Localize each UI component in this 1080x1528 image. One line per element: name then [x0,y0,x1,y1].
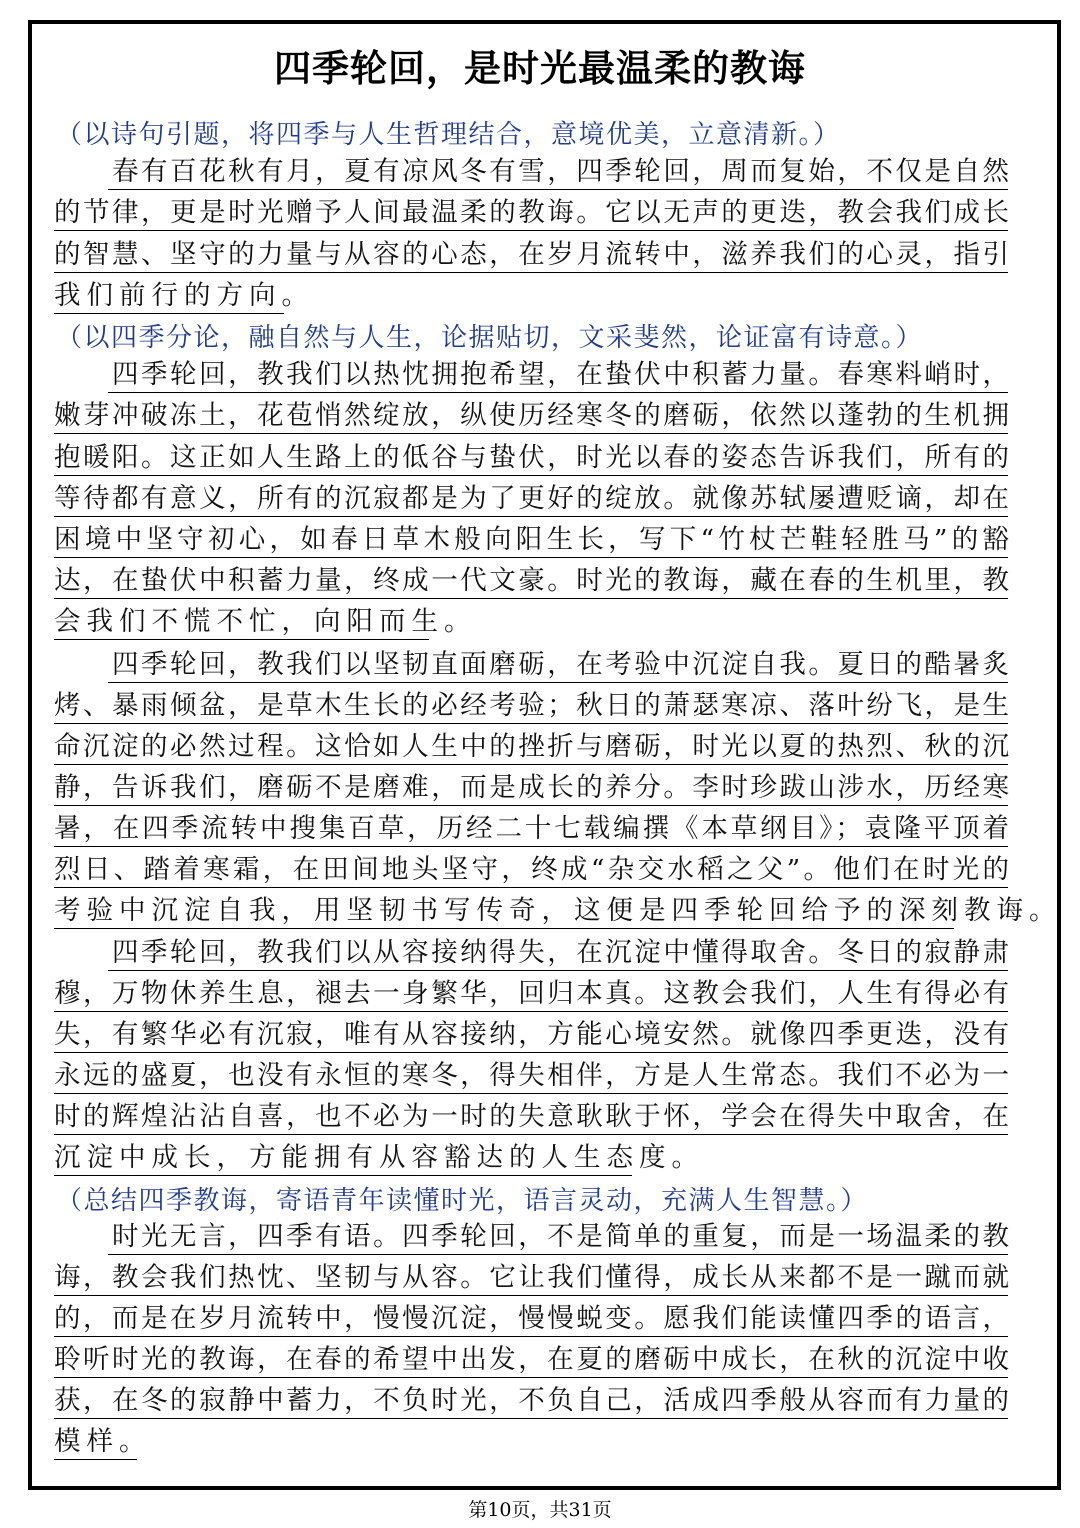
paragraph-line: 的节律，更是时光赠予人间最温柔的教诲。它以无声的更迭，教会我们成长 [54,197,1009,228]
underline [54,887,1008,888]
underline [54,1418,1008,1419]
paragraph-line: 抱暖阳。这正如人生路上的低谷与蛰伏，时光以春的姿态告诉我们，所有的 [54,442,1009,473]
paragraph-line: 烤、暴雨倾盆，是草木生长的必经考验；秋日的萧瑟寒凉、落叶纷飞，是生 [54,690,1009,721]
underline [54,1336,1008,1337]
underline [54,805,1008,806]
underline [54,723,1008,724]
paragraph-line: 四季轮回，教我们以从容接纳得失，在沉淀中懂得取舍。冬日的寂静肃 [54,937,1009,968]
paragraph-line: 等待都有意义，所有的沉寂都是为了更好的绽放。就像苏轼屡遭贬谪，却在 [54,483,1009,514]
paragraph-line: 穆，万物休养生息，褪去一身繁华，回归本真。这教会我们，人生有得必有 [54,978,1009,1009]
underline [54,1377,1008,1378]
paragraph-line: 的智慧、坚守的力量与从容的心态，在岁月流转中，滋养我们的心灵，指引 [54,239,1009,270]
paragraph-line: 嫩芽冲破冻土，花苞悄然绽放，纵使历经寒冬的磨砺，依然以蓬勃的生机拥 [54,400,1009,431]
editor-note: （总结四季教诲，寄语青年读懂时光，语言灵动，充满人生智慧。） [56,1186,869,1216]
underline [54,1175,632,1176]
underline [54,764,1008,765]
paragraph-line: 会我们不慌不忙，向阳而生。 [54,606,477,637]
underline [54,475,1008,476]
paragraph-line: 四季轮回，教我们以坚韧直面磨砺，在考验中沉淀自我。夏日的酷暑炙 [54,649,1009,680]
paragraph-line: 暑，在四季流转中搜集百草，历经二十七载编撰《本草纲目》；袁隆平顶着 [54,813,1009,844]
paragraph-line: 诲，教会我们热忱、坚韧与从容。它让我们懂得，成长从来都不是一蹴而就 [54,1262,1009,1293]
paragraph-line: 永远的盛夏，也没有永恒的寒冬，得失相伴，方是人生常态。我们不必为一 [54,1060,1009,1091]
underline [54,1093,1008,1094]
paragraph-line: 达，在蛰伏中积蓄力量，终成一代文豪。时光的教诲，藏在春的生机里，教 [54,565,1009,596]
paragraph-line: 获，在冬的寂静中蓄力，不负时光，不负自己，活成四季般从容而有力量的 [54,1385,1009,1416]
paragraph-line: 困境中坚守初心，如春日草木般向阳生长，写下“竹杖芒鞋轻胜马”的豁 [54,524,1009,555]
underline [54,846,1008,847]
underline [54,433,1008,434]
underline [54,1011,1008,1012]
paragraph-line: 四季轮回，教我们以热忱拥抱希望，在蛰伏中积蓄力量。春寒料峭时， [54,359,1009,390]
underline [54,313,284,314]
underline [54,230,1008,231]
underline [54,1459,137,1460]
paragraph-line: 考验中沉淀自我，用坚韧书写传奇，这便是四季轮回给予的深刻教诲。 [54,895,1062,926]
underline [108,392,1008,393]
paragraph-line: 我们前行的方向。 [54,280,314,311]
page-number: 第10页，共31页 [468,1499,612,1521]
paragraph-line: 模样。 [54,1426,152,1457]
underline [108,970,1008,971]
paragraph-line: 聆听时光的教诲，在春的希望中出发，在夏的磨砺中成长，在秋的沉淀中收 [54,1344,1009,1375]
underline [54,928,954,929]
underline [108,1254,1008,1255]
underline [54,639,429,640]
paragraph-line: 时光无言，四季有语。四季轮回，不是简单的重复，而是一场温柔的教 [54,1221,1009,1252]
underline [54,516,1008,517]
paragraph-line: 沉淀中成长，方能拥有从容豁达的人生态度。 [54,1142,704,1173]
underline [54,557,1008,558]
paragraph-line: 春有百花秋有月，夏有凉风冬有雪，四季轮回，周而复始，不仅是自然 [54,156,1009,187]
underline [54,1052,1008,1053]
underline [54,272,1008,273]
underline [54,1134,1008,1135]
paragraph-line: 静，告诉我们，磨砺不是磨难，而是成长的养分。李时珍跋山涉水，历经寒 [54,772,1009,803]
paragraph-line: 命沉淀的必然过程。这恰如人生中的挫折与磨砺，时光以夏的热烈、秋的沉 [54,731,1009,762]
editor-note: （以四季分论，融自然与人生，论据贴切，文采斐然，论证富有诗意。） [56,323,924,353]
paragraph-line: 的，而是在岁月流转中，慢慢沉淀，慢慢蜕变。愿我们能读懂四季的语言， [54,1303,1009,1334]
underline [108,189,1008,190]
underline [108,682,1008,683]
underline [54,598,1008,599]
editor-note: （以诗句引题，将四季与人生哲理结合，意境优美，立意清新。） [56,120,841,150]
paragraph-line: 烈日、踏着寒霜，在田间地头坚守，终成“杂交水稻之父”。他们在时光的 [54,854,1009,885]
paragraph-line: 时的辉煌沾沾自喜，也不必为一时的失意耿耿于怀，学会在得失中取舍，在 [54,1101,1009,1132]
underline [54,1295,1008,1296]
paragraph-line: 失，有繁华必有沉寂，唯有从容接纳，方能心境安然。就像四季更迭，没有 [54,1019,1009,1050]
essay-title: 四季轮回，是时光最温柔的教诲 [274,46,806,90]
